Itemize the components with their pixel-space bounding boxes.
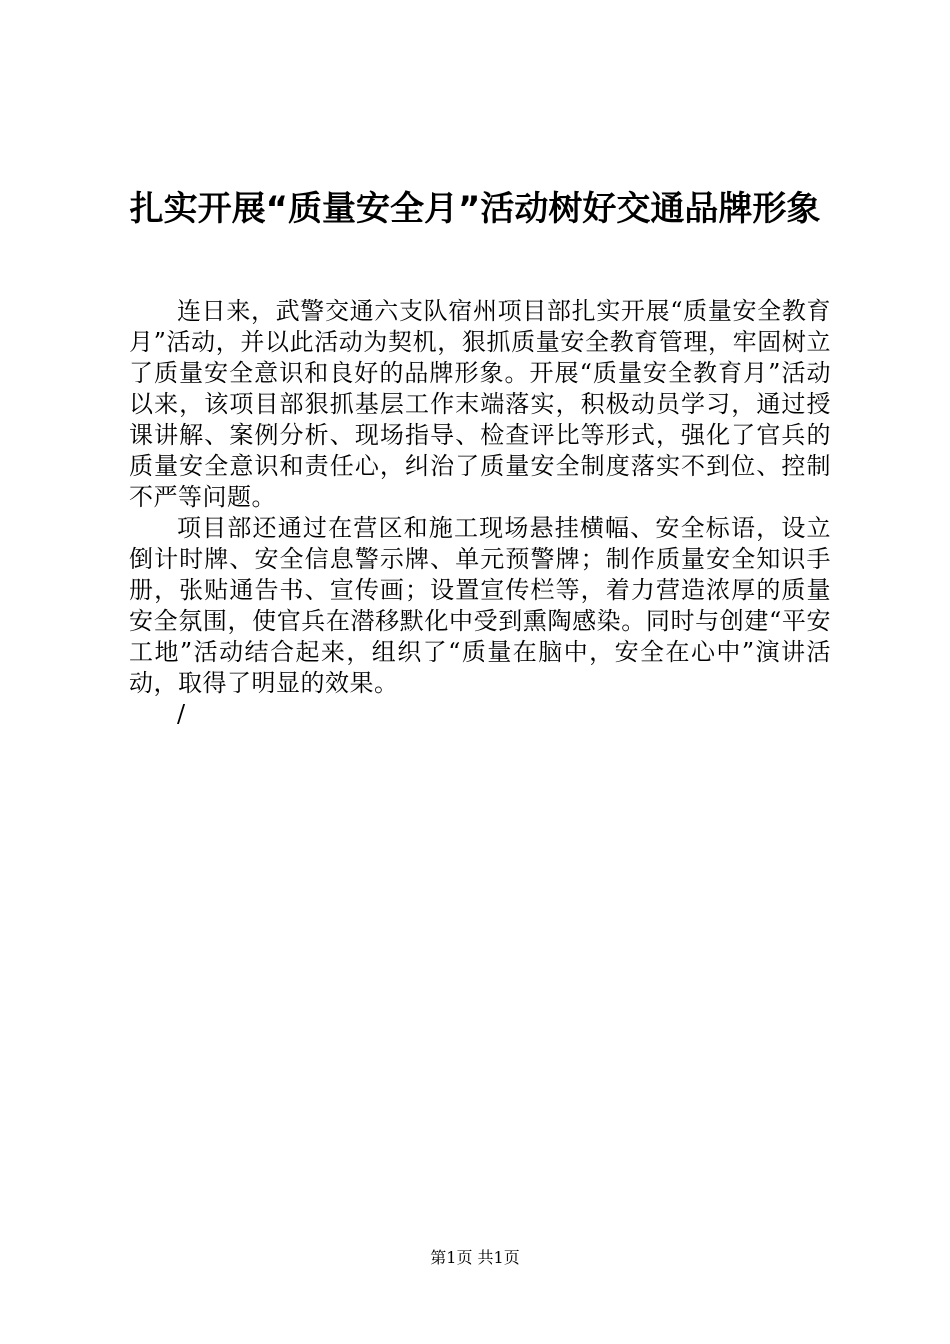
trailing-mark: / bbox=[177, 700, 186, 728]
page-footer: 第1页 共1页 bbox=[430, 1248, 520, 1267]
body-paragraph: 项目部还通过在营区和施工现场悬挂横幅、安全标语，设立倒计时牌、安全信息警示牌、单元预警牌；制作质量安全知识手册，张贴通告书、宣传画；设置宣传栏等，着力营造浓厚的质量安全氛围，使官兵在潜移默化中受到熏陶感染。同时与创建“平安工地”活动结合起来，组织了“质量在脑中，安全在心中”演讲活动，取得了明显的效果。 bbox=[129, 514, 831, 697]
document-title: 扎实开展“质量安全月”活动树好交通品牌形象 bbox=[129, 189, 821, 229]
document-body bbox=[129, 296, 831, 730]
body-paragraph: 连日来，武警交通六支队宿州项目部扎实开展“质量安全教育月”活动，并以此活动为契机，狠抓质量安全教育管理，牢固树立了质量安全意识和良好的品牌形象。开展“质量安全教育月”活动以来，该项目部狠抓基层工作末端落实，积极动员学习，通过授课讲解、案例分析、现场指导、检查评比等形式，强化了官兵的质量安全意识和责任心，纠治了质量安全制度落实不到位、控制不严等问题。 bbox=[129, 297, 831, 511]
